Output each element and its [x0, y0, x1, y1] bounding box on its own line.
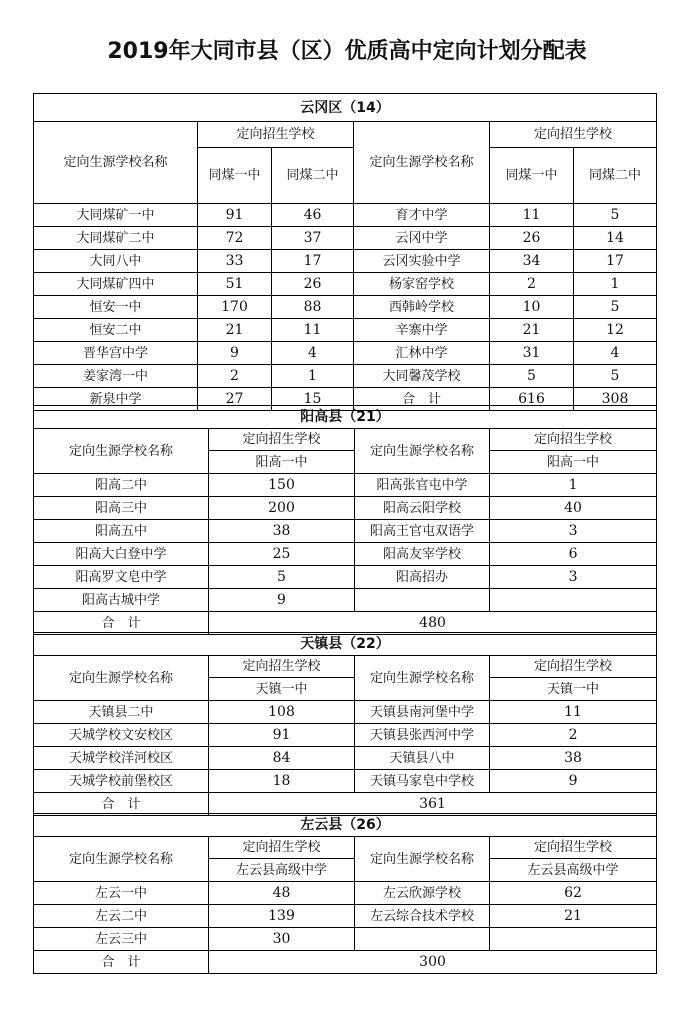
section-header: 天镇县（22）	[34, 633, 657, 656]
quota-cell: 21	[198, 319, 272, 342]
quota-cell: 139	[209, 905, 355, 928]
table-row	[34, 928, 657, 951]
quota-cell: 10	[490, 296, 574, 319]
source-school: 阳高招办	[355, 566, 490, 589]
source-school: 云冈实验中学	[354, 250, 490, 273]
total-row	[34, 951, 657, 974]
source-school: 晋华宫中学	[34, 342, 198, 365]
quota-cell: 12	[574, 319, 657, 342]
quota-cell: 72	[198, 227, 272, 250]
empty-cell	[355, 928, 490, 951]
total-label: 合 计	[34, 951, 209, 974]
table-row	[34, 566, 657, 589]
tianzhen-table	[33, 632, 657, 816]
quota-cell: 25	[209, 543, 355, 566]
quota-cell: 1	[490, 474, 657, 497]
quota-cell: 88	[272, 296, 354, 319]
quota-cell: 18	[209, 770, 355, 793]
quota-cell: 6	[490, 543, 657, 566]
quota-cell: 9	[198, 342, 272, 365]
source-school: 阳高云阳学校	[355, 497, 490, 520]
col-source-header: 定向生源学校名称	[34, 122, 198, 204]
col-target-header: 定向招生学校	[490, 837, 657, 859]
quota-cell: 30	[209, 928, 355, 951]
table-row	[34, 342, 657, 365]
quota-cell: 46	[272, 204, 354, 227]
quota-cell: 9	[209, 589, 355, 612]
quota-cell: 31	[490, 342, 574, 365]
table-row	[34, 204, 657, 227]
table-row	[34, 882, 657, 905]
col-school-header: 天镇一中	[209, 678, 355, 701]
total-value: 480	[209, 612, 657, 635]
quota-cell: 3	[490, 520, 657, 543]
col-source-header: 定向生源学校名称	[354, 122, 490, 204]
quota-cell: 62	[490, 882, 657, 905]
source-school: 大同八中	[34, 250, 198, 273]
source-school: 天城学校前堡校区	[34, 770, 209, 793]
quota-cell: 26	[272, 273, 354, 296]
source-school: 阳高二中	[34, 474, 209, 497]
quota-cell: 2	[490, 724, 657, 747]
total-value: 361	[209, 793, 657, 816]
quota-cell: 48	[209, 882, 355, 905]
source-school: 大同馨茂学校	[354, 365, 490, 388]
quota-cell: 26	[490, 227, 574, 250]
source-school: 汇林中学	[354, 342, 490, 365]
quota-cell: 37	[272, 227, 354, 250]
quota-cell: 21	[490, 905, 657, 928]
table-row	[34, 589, 657, 612]
source-school: 辛寨中学	[354, 319, 490, 342]
table-row	[34, 747, 657, 770]
col-school-header: 同煤一中	[490, 148, 574, 204]
source-school: 新泉中学	[34, 388, 198, 411]
total-label: 合 计	[34, 612, 209, 635]
quota-cell: 91	[198, 204, 272, 227]
quota-cell: 150	[209, 474, 355, 497]
quota-cell: 38	[209, 520, 355, 543]
source-school: 左云二中	[34, 905, 209, 928]
col-school-header: 同煤一中	[198, 148, 272, 204]
source-school: 育才中学	[354, 204, 490, 227]
source-school: 阳高三中	[34, 497, 209, 520]
quota-cell: 40	[490, 497, 657, 520]
quota-cell: 5	[574, 365, 657, 388]
total-value: 300	[209, 951, 657, 974]
quota-cell: 11	[272, 319, 354, 342]
col-school-header: 阳高一中	[490, 451, 657, 474]
quota-cell: 4	[574, 342, 657, 365]
col-source-header: 定向生源学校名称	[355, 837, 490, 882]
source-school: 阳高五中	[34, 520, 209, 543]
source-school: 阳高古城中学	[34, 589, 209, 612]
source-school: 恒安一中	[34, 296, 198, 319]
source-school: 大同煤矿一中	[34, 204, 198, 227]
quota-cell: 2	[198, 365, 272, 388]
section-header: 云冈区（14）	[34, 94, 657, 122]
source-school: 西韩岭学校	[354, 296, 490, 319]
quota-cell: 51	[198, 273, 272, 296]
col-school-header: 同煤二中	[574, 148, 657, 204]
source-school: 天城学校洋河校区	[34, 747, 209, 770]
quota-cell: 33	[198, 250, 272, 273]
col-source-header: 定向生源学校名称	[34, 429, 209, 474]
table-row	[34, 227, 657, 250]
table-row	[34, 905, 657, 928]
quota-cell: 14	[574, 227, 657, 250]
col-source-header: 定向生源学校名称	[34, 656, 209, 701]
section-header: 左云县（26）	[34, 814, 657, 837]
empty-cell	[490, 589, 657, 612]
table-row	[34, 319, 657, 342]
page-title: 2019年大同市县（区）优质高中定向计划分配表	[107, 39, 587, 64]
zuoyun-table	[33, 813, 657, 974]
col-target-header: 定向招生学校	[490, 122, 657, 148]
total-value: 308	[574, 388, 657, 411]
total-value: 616	[490, 388, 574, 411]
source-school: 天镇马家皂中学校	[355, 770, 490, 793]
col-target-header: 定向招生学校	[209, 429, 355, 451]
quota-cell: 1	[574, 273, 657, 296]
source-school: 左云三中	[34, 928, 209, 951]
empty-cell	[490, 928, 657, 951]
quota-cell: 34	[490, 250, 574, 273]
col-school-header: 天镇一中	[490, 678, 657, 701]
source-school: 左云一中	[34, 882, 209, 905]
quota-cell: 11	[490, 701, 657, 724]
source-school: 天城学校文安校区	[34, 724, 209, 747]
quota-cell: 4	[272, 342, 354, 365]
table-row	[34, 770, 657, 793]
source-school: 大同煤矿二中	[34, 227, 198, 250]
yungang-table	[33, 93, 657, 411]
quota-cell: 27	[198, 388, 272, 411]
source-school: 左云综合技术学校	[355, 905, 490, 928]
source-school: 天镇县张西河中学	[355, 724, 490, 747]
table-row	[34, 520, 657, 543]
quota-cell: 5	[209, 566, 355, 589]
source-school: 恒安二中	[34, 319, 198, 342]
table-row	[34, 701, 657, 724]
col-source-header: 定向生源学校名称	[355, 656, 490, 701]
quota-cell: 21	[490, 319, 574, 342]
total-label: 合 计	[34, 793, 209, 816]
source-school: 天镇县八中	[355, 747, 490, 770]
quota-cell: 11	[490, 204, 574, 227]
quota-cell: 170	[198, 296, 272, 319]
source-school: 杨家窑学校	[354, 273, 490, 296]
total-label: 合 计	[354, 388, 490, 411]
col-target-header: 定向招生学校	[198, 122, 354, 148]
col-school-header: 左云县高级中学	[209, 859, 355, 882]
quota-cell: 17	[574, 250, 657, 273]
source-school: 云冈中学	[354, 227, 490, 250]
quota-cell: 5	[490, 365, 574, 388]
col-target-header: 定向招生学校	[209, 656, 355, 678]
source-school: 大同煤矿四中	[34, 273, 198, 296]
col-school-header: 左云县高级中学	[490, 859, 657, 882]
source-school: 阳高友宰学校	[355, 543, 490, 566]
quota-cell: 2	[490, 273, 574, 296]
empty-cell	[355, 589, 490, 612]
quota-cell: 15	[272, 388, 354, 411]
quota-cell: 3	[490, 566, 657, 589]
table-row	[34, 474, 657, 497]
col-source-header: 定向生源学校名称	[34, 837, 209, 882]
col-source-header: 定向生源学校名称	[355, 429, 490, 474]
yanggao-table	[33, 405, 657, 635]
quota-cell: 5	[574, 204, 657, 227]
table-row	[34, 543, 657, 566]
source-school: 天镇县南河堡中学	[355, 701, 490, 724]
table-row	[34, 296, 657, 319]
table-row	[34, 497, 657, 520]
col-target-header: 定向招生学校	[490, 656, 657, 678]
quota-cell: 91	[209, 724, 355, 747]
section-header: 阳高县（21）	[34, 406, 657, 429]
quota-cell: 1	[272, 365, 354, 388]
table-row	[34, 724, 657, 747]
col-target-header: 定向招生学校	[209, 837, 355, 859]
source-school: 左云欣源学校	[355, 882, 490, 905]
col-school-header: 同煤二中	[272, 148, 354, 204]
quota-cell: 108	[209, 701, 355, 724]
table-row	[34, 365, 657, 388]
col-target-header: 定向招生学校	[490, 429, 657, 451]
quota-cell: 38	[490, 747, 657, 770]
source-school: 天镇县二中	[34, 701, 209, 724]
quota-cell: 5	[574, 296, 657, 319]
source-school: 阳高王官屯双语学	[355, 520, 490, 543]
quota-cell: 200	[209, 497, 355, 520]
quota-cell: 9	[490, 770, 657, 793]
table-row	[34, 250, 657, 273]
quota-cell: 17	[272, 250, 354, 273]
source-school: 阳高罗文皂中学	[34, 566, 209, 589]
source-school: 姜家湾一中	[34, 365, 198, 388]
source-school: 阳高大白登中学	[34, 543, 209, 566]
source-school: 阳高张官屯中学	[355, 474, 490, 497]
table-row	[34, 273, 657, 296]
quota-cell: 84	[209, 747, 355, 770]
col-school-header: 阳高一中	[209, 451, 355, 474]
